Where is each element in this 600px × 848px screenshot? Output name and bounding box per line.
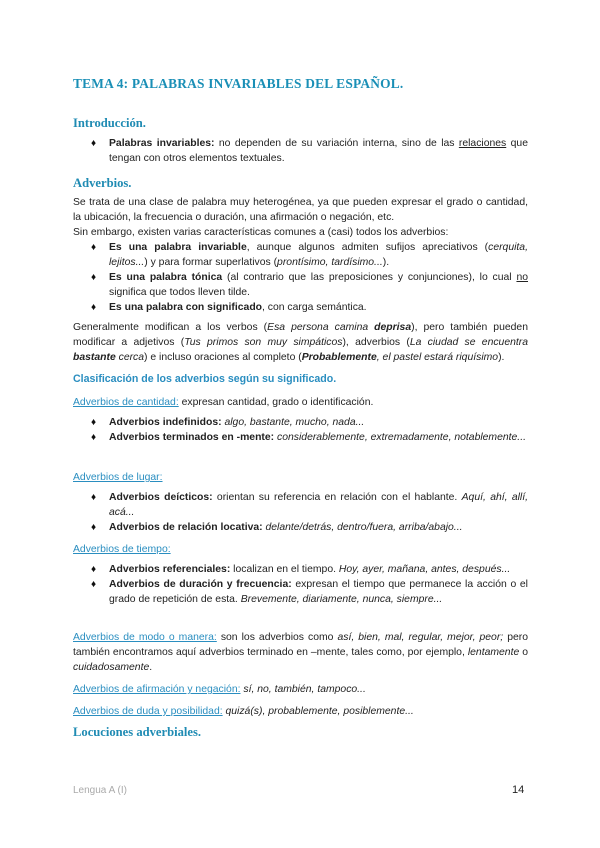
- bullet-diamond-icon: ♦: [91, 302, 97, 313]
- bullet-diamond-icon: ♦: [91, 432, 97, 443]
- intro-heading: Introducción.: [73, 116, 146, 130]
- bullet-diamond-icon: ♦: [91, 417, 97, 428]
- list-item: ♦ Adverbios terminados en -mente: considerablemente, extremadamente, notablemente...: [91, 432, 526, 443]
- list-item: ♦ Es una palabra invariable, aunque algunos admiten sufijos apreciativos (cerquita, lejitos...) y para formar superlativos (prontísimo, tardísimo...).: [91, 242, 528, 268]
- list-item: ♦ Palabras invariables: no dependen de su variación interna, sino de las relaciones que tengan con otros elementos textuales.: [91, 138, 528, 164]
- page-title: TEMA 4: PALABRAS INVARIABLES DEL ESPAÑOL.: [73, 76, 404, 91]
- list-item: ♦ Adverbios deícticos: orientan su referencia en relación con el hablante. Aquí, ahí, allí, acá...: [91, 492, 528, 518]
- lugar-paragraph: [73, 470, 528, 485]
- afirmacion-paragraph: Adverbios de afirmación y negación: sí, no, también, tampoco...: [73, 684, 366, 695]
- intro-list: [91, 136, 528, 166]
- modifiers-paragraph: Generalmente modifican a los verbos (Esa persona camina deprisa), pero también pueden modificar a adjetivos (Tus primos son muy simpáticos), adverbios (La ciudad se encuentra bastante cerca) e incluso oraciones al completo (Probablemente, el pastel estará riquísimo).: [73, 322, 528, 363]
- footer-course: Lengua A (I): [73, 785, 127, 796]
- list-item: ♦ Es una palabra con significado, con carga semántica.: [91, 302, 367, 313]
- list-item: ♦ Adverbios de relación locativa: delante/detrás, dentro/fuera, arriba/abajo...: [91, 522, 463, 533]
- tiempo-list: [91, 562, 528, 607]
- list-item: ♦ Es una palabra tónica (al contrario que las preposiciones y conjunciones), lo cual no significa que todos lleven tilde.: [91, 272, 529, 298]
- modo-link[interactable]: Adverbios de modo o manera:: [73, 632, 217, 643]
- list-item: ♦ Adverbios referenciales: localizan en el tiempo. Hoy, ayer, mañana, antes, después...: [91, 564, 511, 575]
- clasificacion-heading: Clasificación de los adverbios según su significado.: [73, 373, 337, 385]
- bullet-diamond-icon: ♦: [91, 138, 97, 149]
- locuciones-heading: Locuciones adverbiales.: [73, 725, 202, 739]
- bullet-diamond-icon: ♦: [91, 492, 97, 503]
- cantidad-paragraph: Adverbios de cantidad: expresan cantidad, grado o identificación.: [73, 397, 374, 408]
- adverbios-paragraph: Se trata de una clase de palabra muy heterogénea, ya que pueden expresar el grado o cantidad, la ubicación, la frecuencia o duración, una afirmación o negación, etc.: [73, 197, 528, 223]
- tiempo-link[interactable]: Adverbios de tiempo:: [73, 544, 171, 555]
- modo-paragraph: Adverbios de modo o manera: son los adverbios como así, bien, mal, regular, mejor, peor; pero también encontramos aquí adverbios terminado en –mente, tales como, por ejemplo, lentamente o cuidadosamente.: [73, 632, 529, 673]
- duda-paragraph: Adverbios de duda y posibilidad: quizá(s), probablemente, posiblemente...: [73, 706, 414, 717]
- lugar-list: [91, 490, 528, 535]
- bullet-diamond-icon: ♦: [91, 564, 97, 575]
- adverbios-paragraph-2: Sin embargo, existen varias características comunes a (casi) todos los adverbios:: [73, 227, 449, 238]
- page-number: 14: [512, 784, 525, 796]
- afirmacion-link[interactable]: Adverbios de afirmación y negación:: [73, 684, 241, 695]
- cantidad-list: [91, 415, 528, 445]
- bullet-diamond-icon: ♦: [91, 272, 97, 283]
- adverbios-heading: Adverbios.: [73, 176, 132, 190]
- bullet-diamond-icon: ♦: [91, 579, 97, 590]
- tiempo-paragraph: [73, 542, 528, 557]
- list-item: ♦ Adverbios de duración y frecuencia: expresan el tiempo que permanece la acción o el grado de repetición de esta. Brevemente, diariamente, nunca, siempre...: [91, 579, 528, 605]
- cantidad-link[interactable]: Adverbios de cantidad:: [73, 397, 179, 408]
- adverbios-features-list: [91, 240, 528, 315]
- bullet-diamond-icon: ♦: [91, 242, 97, 253]
- lugar-link[interactable]: Adverbios de lugar:: [73, 472, 163, 483]
- duda-link[interactable]: Adverbios de duda y posibilidad:: [73, 706, 223, 717]
- bullet-diamond-icon: ♦: [91, 522, 97, 533]
- list-item: ♦ Adverbios indefinidos: algo, bastante, mucho, nada...: [91, 417, 365, 428]
